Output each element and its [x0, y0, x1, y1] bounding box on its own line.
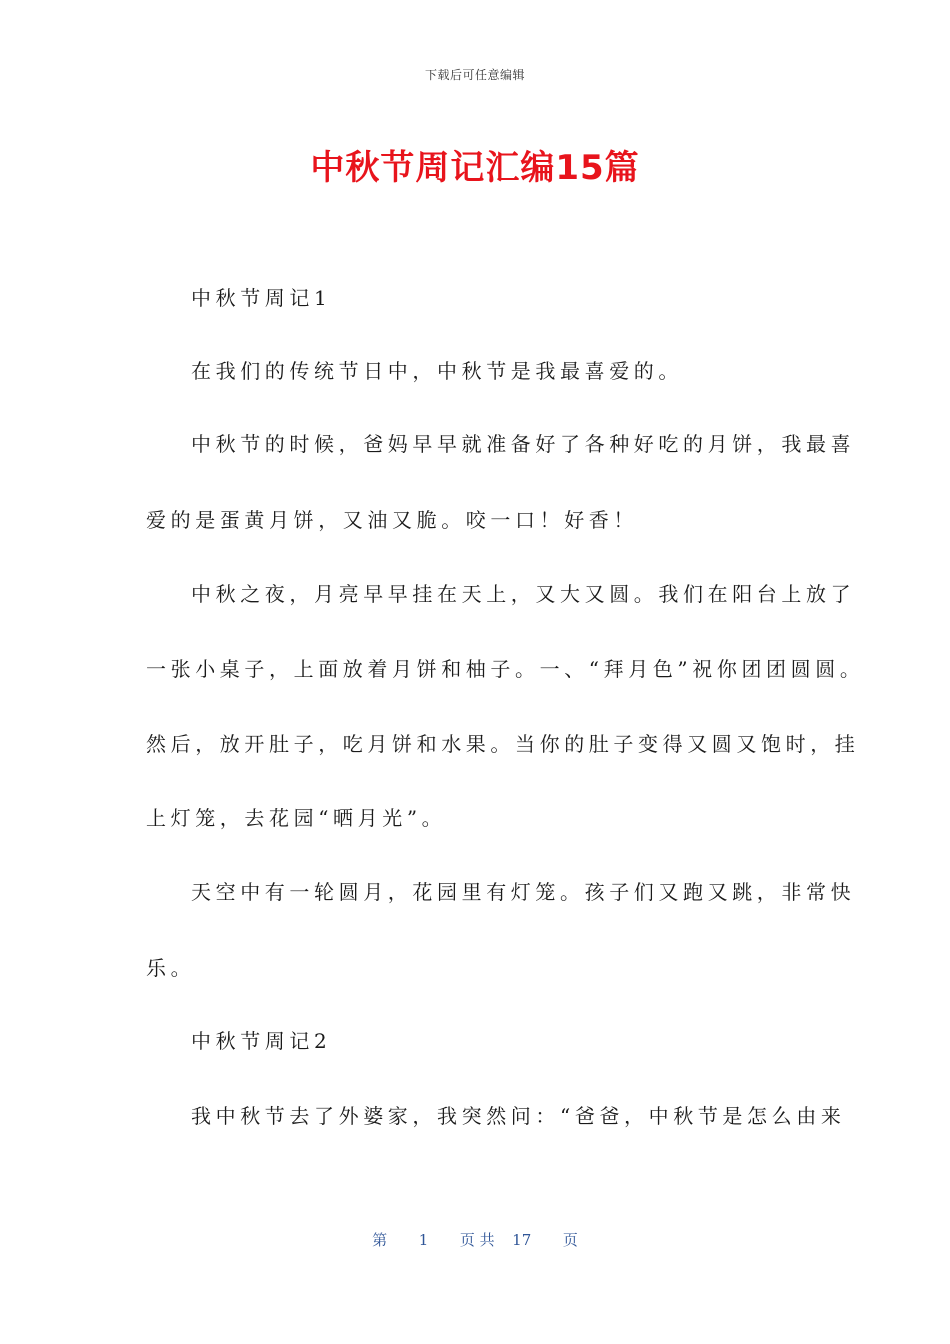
paragraph-line: 爱的是蛋黄月饼，又油又脆。咬一口！好香！: [146, 508, 638, 532]
paragraph-line: 在我们的传统节日中，中秋节是我最喜爱的。: [191, 359, 683, 383]
document-title: 中秋节周记汇编15篇: [310, 148, 640, 188]
paragraph-line: 上灯笼，去花园“晒月光”。: [146, 806, 447, 830]
paragraph-line: 中秋节的时候，爸妈早早就准备好了各种好吃的月饼，我最喜: [191, 432, 856, 456]
page-label-suffix: 页: [562, 1231, 578, 1249]
page-label-middle: 页 共: [459, 1231, 495, 1249]
paragraph-line: 天空中有一轮圆月，花园里有灯笼。孩子们又跑又跳，非常快: [191, 880, 856, 904]
current-page-number: 1: [418, 1231, 429, 1249]
section-heading: 中秋节周记1: [191, 286, 332, 310]
section-heading: 中秋节周记2: [191, 1029, 332, 1053]
page-footer: [0, 1229, 950, 1250]
total-pages-number: 17: [512, 1231, 532, 1249]
paragraph-line: 乐。: [146, 956, 196, 980]
paragraph-line: 然后，放开肚子，吃月饼和水果。当你的肚子变得又圆又饱时，挂: [146, 732, 860, 756]
paragraph-line: 一张小桌子，上面放着月饼和柚子。一、“拜月色”祝你团团圆圆。: [146, 657, 865, 681]
page-label-prefix: 第: [372, 1231, 388, 1249]
paragraph-line: 中秋之夜，月亮早早挂在天上，又大又圆。我们在阳台上放了: [191, 582, 856, 606]
paragraph-line: 我中秋节去了外婆家，我突然问：“爸爸，中秋节是怎么由来: [191, 1104, 846, 1128]
header-note: 下载后可任意编辑: [424, 68, 525, 82]
